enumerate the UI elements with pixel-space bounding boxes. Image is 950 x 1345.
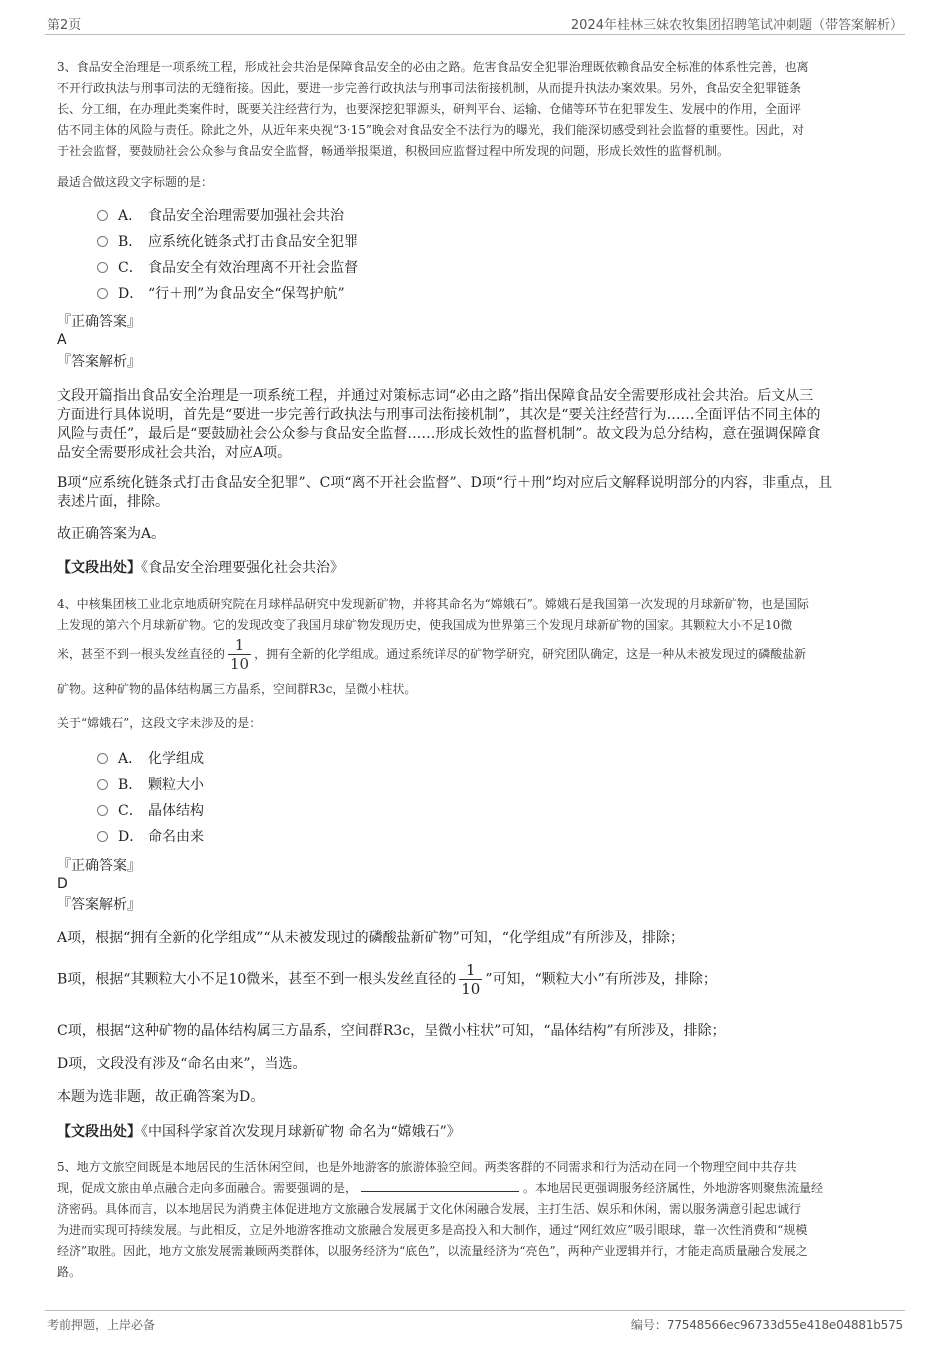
answer-blank[interactable] [361,1179,519,1192]
q3-passage [57,57,893,162]
q4-option-d[interactable]: D． 命名由来 [97,827,204,847]
q3-question: 最适合做这段文字标题的是： [57,175,214,189]
q4-option-a[interactable]: A． 化学组成 [97,749,204,769]
q5-passage-line: 济密码。具体而言，以本地居民为消费主体促进地方文旅融合发展属于文化休闲融合发展，主打生活、娱乐和休闲，需以服务满意引起忠诚行 [57,1202,802,1216]
q4-analysis-b: B项，根据“其颗粒大小不足10微米，甚至不到一根头发丝直径的 $\frac{1}{10}$ ”可知，“颗粒大小”有所涉及，排除； [57,961,717,998]
q4-analysis-a: A项，根据“拥有全新的化学组成”“从未被发现过的磷酸盐新矿物”可知，“化学组成”有所涉及，排除； [57,930,685,946]
page-number: 第2页 [47,18,82,33]
q4-answer: D [57,876,68,892]
q3-analysis-paragraph: B项“应系统化链条式打击食品安全犯罪”、C项“离不开社会监督”、D项“行＋刑”均对应后文解释说明部分的内容，非重点，且 表述片面，排除。 [57,475,833,510]
q3-analysis-label: 『答案解析』 [57,354,141,370]
q5-passage-line: 5、地方文旅空间既是本地居民的生活休闲空间，也是外地游客的旅游体验空间。两类客群的不同需求和行为活动在同一个物理空间中共存共 [57,1160,797,1174]
radio-icon[interactable] [97,779,108,790]
q3-answer: A [57,332,67,348]
document-code: 77548566ec96733d55e418e04881b575 [666,1318,903,1332]
q3-passage-line: 3、食品安全治理是一项系统工程，形成社会共治是保障食品安全的必由之路。危害食品安全犯罪治理既依赖食品安全标准的体系性完善，也离 [57,60,809,74]
q3-source [57,558,893,578]
q4-analysis-c: C项，根据“这种矿物的晶体结构属三方晶系，空间群R3c，呈微小柱状”可知，“晶体结构”有所涉及，排除； [57,1023,726,1039]
q4-option-c[interactable]: C． 晶体结构 [97,801,204,821]
q5-passage-line: 为进而实现可持续发展。与此相反，立足外地游客推动文旅融合发展更多是高投入和大制作，通过“网红效应”吸引眼球，靠一次性消费和“规模 [57,1223,808,1237]
footer-slogan: 考前押题，上岸必备 [47,1318,156,1332]
q4-question: 关于“嫦娥石”，这段文字未涉及的是： [57,716,262,730]
q3-option-b[interactable]: B． 应系统化链条式打击食品安全犯罪 [97,232,358,252]
document-title: 2024年桂林三妹农牧集团招聘笔试冲刺题（带答案解析） [570,18,903,33]
radio-icon[interactable] [97,831,108,842]
q4-analysis-d: D项，文段没有涉及“命名由来”，当选。 [57,1056,307,1072]
page-footer [45,1310,905,1335]
q5-passage [57,1157,893,1283]
q3-conclusion: 故正确答案为A。 [57,526,166,542]
q4-passage-line: 上发现的第六个月球新矿物。它的发现改变了我国月球矿物发现历史，使我国成为世界第三个发现月球新矿物的国家。其颗粒大小不足10微 [57,618,793,632]
q3-passage-line: 估不同主体的风险与责任。除此之外，从近年来央视“3·15”晚会对食品安全不法行为的曝光，我们能深切感受到社会监督的重要性。因此，对 [57,123,804,137]
q4-conclusion: 本题为选非题，故正确答案为D。 [57,1089,265,1105]
source-label: 【文段出处】 [57,560,141,576]
q5-passage-line: 经济”取胜。因此，地方文旅发展需兼顾两类群体，以服务经济为“底色”，以流量经济为“亮色”，两种产业逻辑并行，才能走高质量融合发展之 [57,1244,808,1258]
q3-option-c[interactable]: C． 食品安全有效治理离不开社会监督 [97,258,358,278]
q3-passage-line: 于社会监督，要鼓励社会公众参与食品安全监督，畅通举报渠道，积极回应监督过程中所发现的问题，形成长效性的监督机制。 [57,144,730,158]
q3-analysis-paragraph: 文段开篇指出食品安全治理是一项系统工程，并通过对策标志词“必由之路”指出保障食品安全需要形成社会共治。后文从三 方面进行具体说明，首先是“要进一步完善行政执法与刑事司法衔接机制”，其次是“要关注经营行为……全面评估不同主体的 风险与责任”，最后是“要鼓励社会公众参与食品安全监督……形成长效性的监督机制”。故文段为总分结构，意在强调保障食 品安全需要形成社会共治，对应A项。 [57,388,821,461]
q3-option-a[interactable]: A． 食品安全治理需要加强社会共治 [97,206,344,226]
q4-passage-fraction-line: 米，甚至不到一根头发丝直径的 $\frac{1}{10}$ ，拥有全新的化学组成。通过系统详尽的矿物学研究，研究团队确定，这是一种从未被发现过的磷酸盐新 [57,636,807,673]
q4-source [57,1122,893,1142]
q4-answer-label: 『正确答案』 [57,858,141,874]
fraction: $\frac{1}{10}$ [461,961,481,998]
source-title: 《食品安全治理要强化社会共治》 [141,560,344,576]
q3-passage-line: 长、分工细，在办理此类案件时，既要关注经营行为，也要深挖犯罪源头，研判平台、运输、仓储等环节在犯罪发生、发展中的作用，全面评 [57,102,802,116]
radio-icon[interactable] [97,753,108,764]
radio-icon[interactable] [97,210,108,221]
q4-analysis-label: 『答案解析』 [57,897,141,913]
q3-option-d[interactable]: D． “行＋刑”为食品安全“保驾护航” [97,284,345,304]
q4-passage-line: 4、中核集团核工业北京地质研究院在月球样品研究中发现新矿物，并将其命名为“嫦娥石”。嫦娥石是我国第一次发现的月球新矿物，也是国际 [57,597,809,611]
q3-answer-label: 『正确答案』 [57,314,141,330]
source-label: 【文段出处】 [57,1124,141,1140]
q4-passage [57,594,893,636]
q4-option-b[interactable]: B． 颗粒大小 [97,775,204,795]
q5-passage-line: 现，促成文旅由单点融合走向多面融合。需要强调的是， 。本地居民更强调服务经济属性，外地游客则聚焦流量经 [57,1181,824,1195]
footer-id: 编号：77548566ec96733d55e418e04881b575 [630,1318,903,1332]
page-header [45,12,905,35]
q5-passage-line: 路。 [57,1265,82,1279]
q3-passage-line: 不开行政执法与刑事司法的无缝衔接。因此，要进一步完善行政执法与刑事司法衔接机制，从而提升执法办案效果。另外，食品安全犯罪链条 [57,81,802,95]
radio-icon[interactable] [97,262,108,273]
radio-icon[interactable] [97,236,108,247]
radio-icon[interactable] [97,805,108,816]
fraction: $\frac{1}{10}$ [230,636,250,673]
q4-passage-line: 矿物。这种矿物的晶体结构属三方晶系，空间群R3c，呈微小柱状。 [57,682,417,696]
radio-icon[interactable] [97,288,108,299]
source-title: 《中国科学家首次发现月球新矿物 命名为“嫦娥石”》 [141,1124,461,1140]
